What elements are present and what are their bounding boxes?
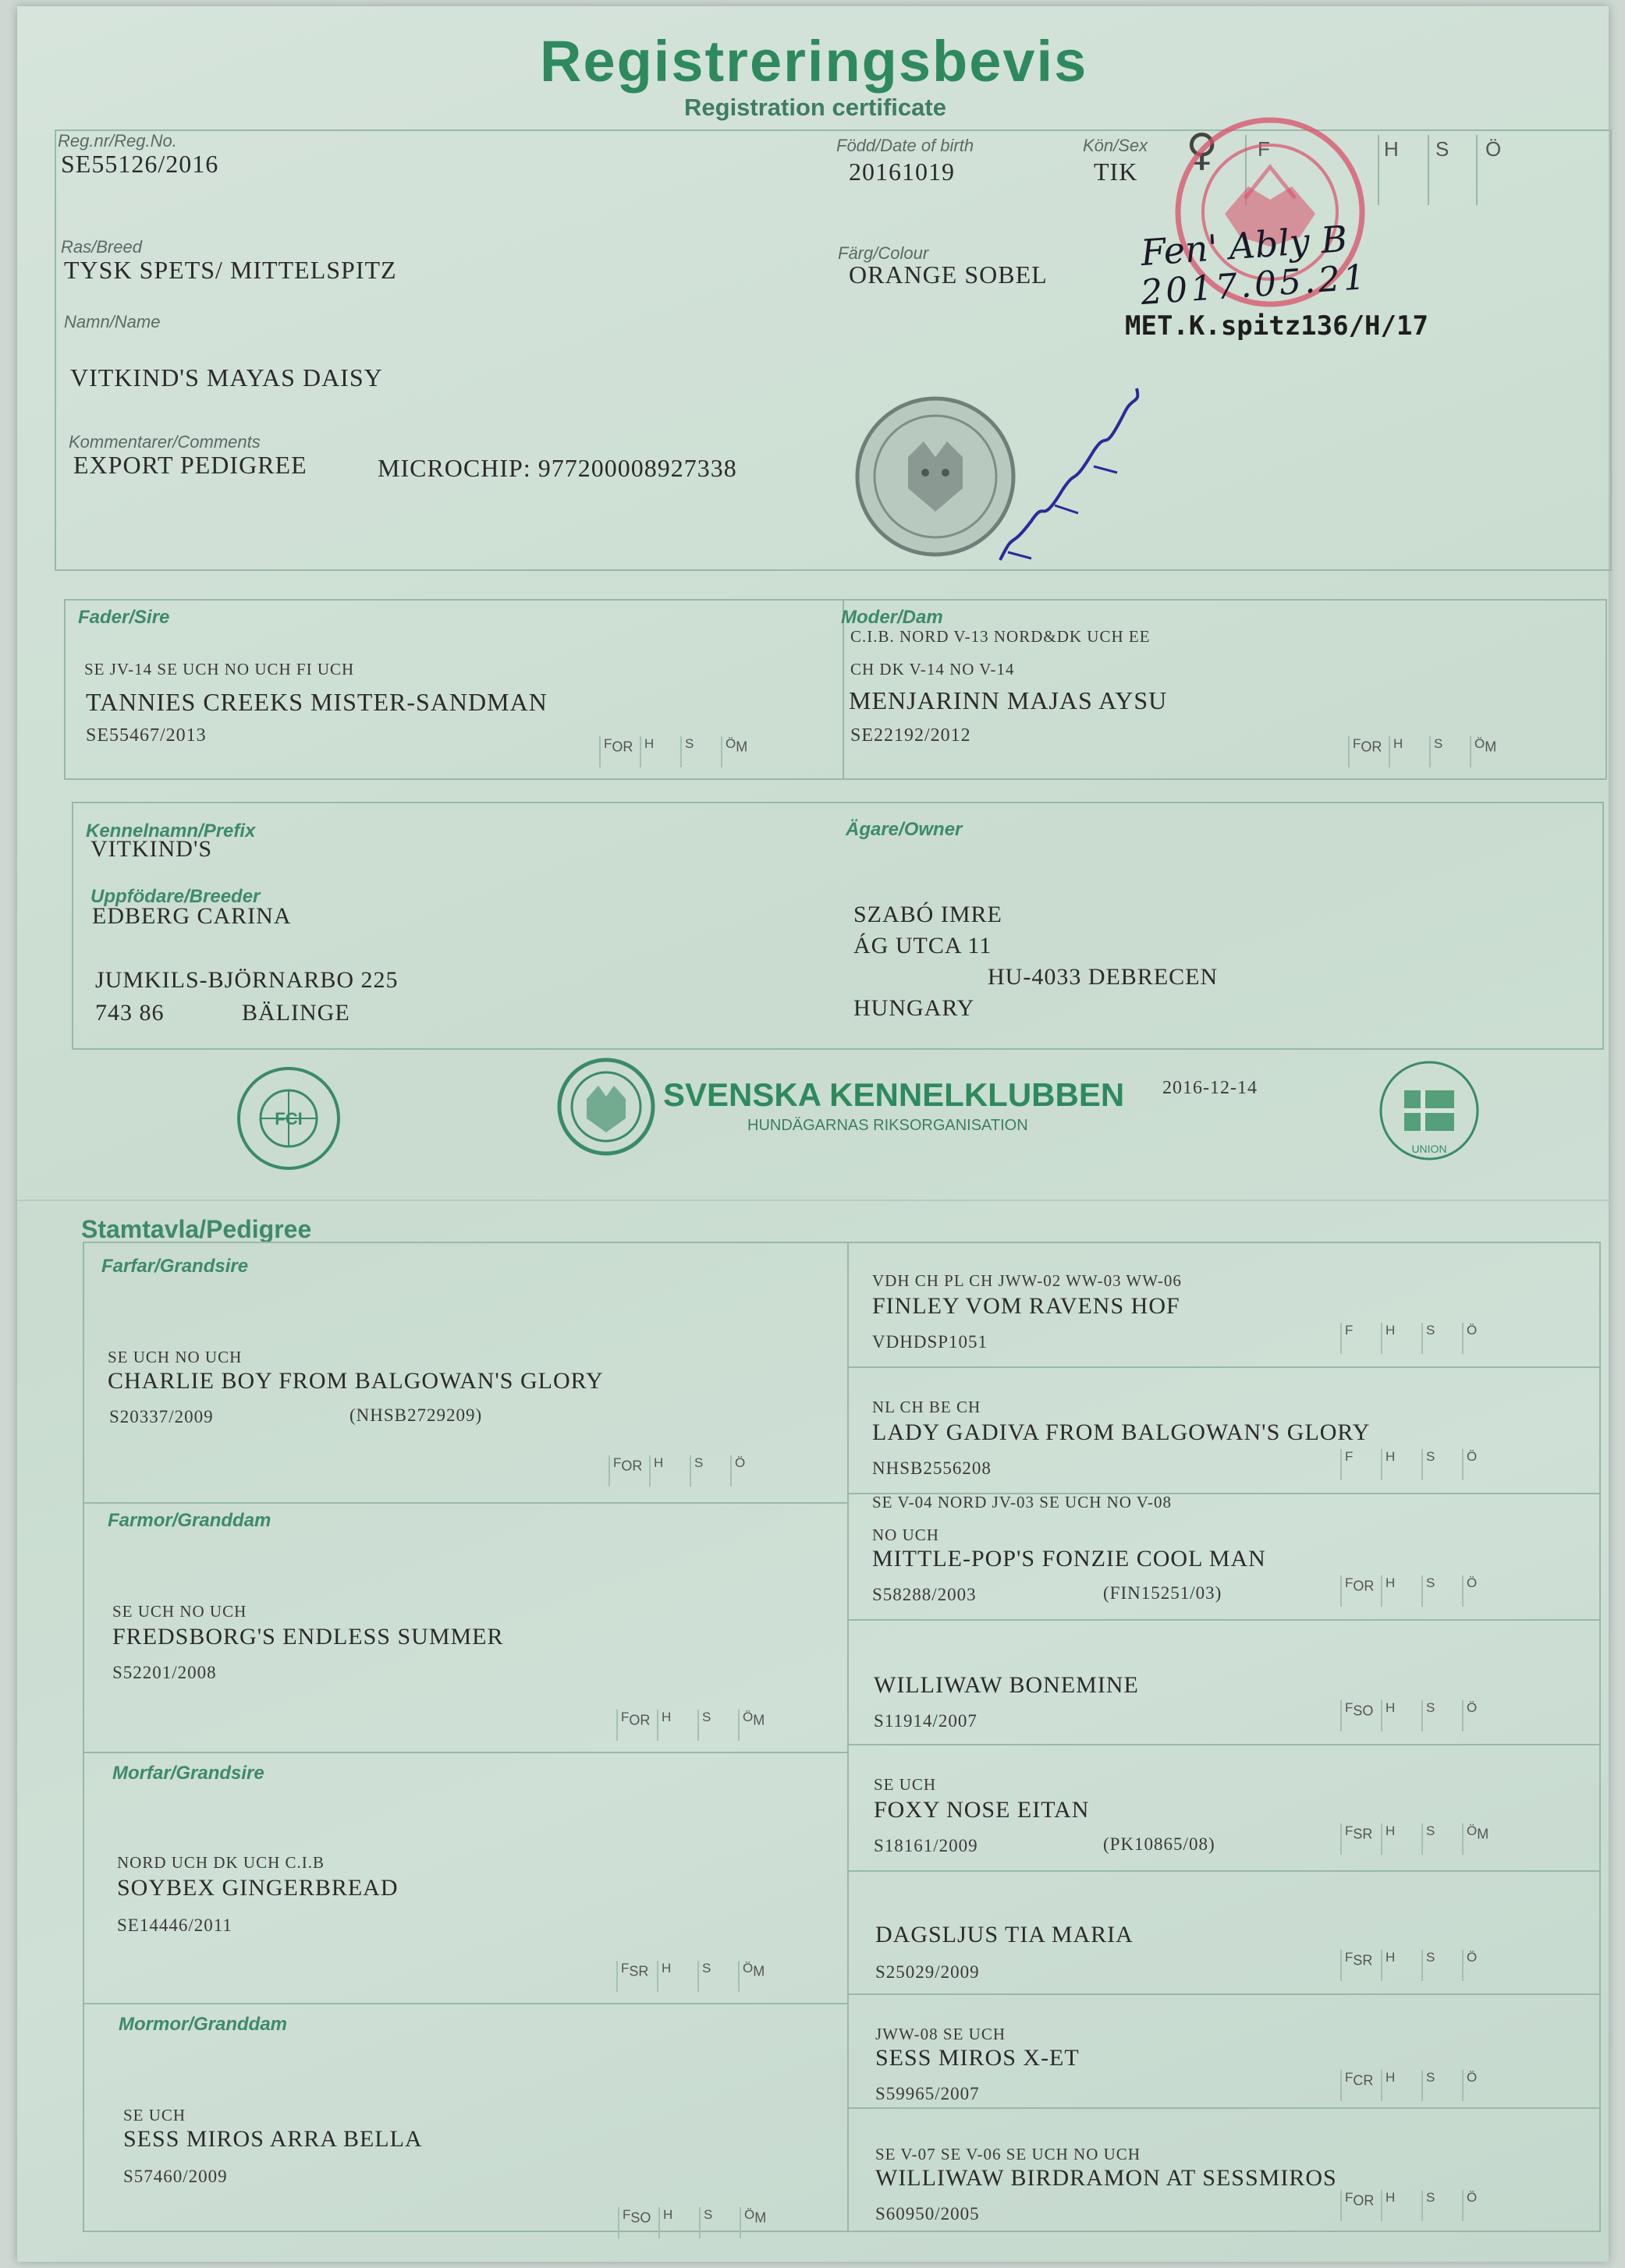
reg-label: Reg.nr/Reg.No. [58, 131, 177, 151]
gg-health-grid: $F_{SR}$ H S $Ö_M$ [1340, 1823, 1503, 1855]
granddam-reg: S52201/2008 [112, 1663, 217, 1682]
grandsire-health-grid: $F_{OR}$ H S Ö [608, 1455, 771, 1487]
dam-titles-2: CH DK V-14 NO V-14 [850, 660, 1015, 679]
sire-titles: SE JV-14 SE UCH NO UCH FI UCH [84, 660, 355, 679]
microchip-value: MICROCHIP: 977200008927338 [378, 454, 737, 482]
grandsire-reg2: (NHSB2729209) [349, 1405, 483, 1425]
gg-titles-2: NO UCH [872, 1526, 939, 1544]
document-title: Registreringsbevis [540, 29, 1088, 94]
issue-date: 2016-12-14 [1162, 1078, 1258, 1098]
breeder-city: BÄLINGE [242, 1000, 350, 1026]
colour-label: Färg/Colour [838, 243, 929, 263]
granddam-titles: SE UCH NO UCH [112, 1602, 247, 1621]
hs-top-s: S [1435, 137, 1449, 161]
comments-label: Kommentarer/Comments [69, 432, 261, 452]
breed-value: TYSK SPETS/ MITTELSPITZ [64, 256, 397, 284]
gg-name: MITTLE-POP'S FONZIE COOL MAN [872, 1546, 1266, 1572]
maternal-grandsire-reg: SE14446/2011 [117, 1915, 232, 1935]
kennel-value: VITKIND'S [90, 836, 213, 862]
gg-name: SESS MIROS X-ET [875, 2045, 1080, 2071]
maternal-granddam-name: SESS MIROS ARRA BELLA [123, 2126, 423, 2152]
breed-label: Ras/Breed [61, 237, 142, 257]
sire-name: TANNIES CREEKS MISTER-SANDMAN [86, 688, 548, 716]
fci-logo [234, 1064, 343, 1173]
grandsire-name: CHARLIE BOY FROM BALGOWAN'S GLORY [108, 1368, 604, 1394]
gg-titles: JWW-08 SE UCH [875, 2025, 1006, 2043]
maternal-grandsire-name: SOYBEX GINGERBREAD [117, 1875, 399, 1901]
gg-titles: SE UCH [874, 1775, 937, 1794]
owner-name: SZABÓ IMRE [853, 902, 1002, 927]
pedigree-divider [847, 1242, 849, 2232]
gg-reg: S58288/2003 [872, 1585, 977, 1604]
pedigree-row-line [847, 1870, 1601, 1872]
gg-reg: S25029/2009 [875, 1962, 980, 1982]
date-of-birth: 20161019 [849, 158, 955, 186]
club-subtitle: HUNDÄGARNAS RIKSORGANISATION [747, 1117, 1028, 1134]
gg-titles: SE V-04 NORD JV-03 SE UCH NO V-08 [872, 1493, 1173, 1511]
document-subtitle: Registration certificate [684, 94, 946, 121]
sex-label: Kön/Sex [1083, 136, 1148, 155]
pedigree-row-line [83, 2003, 847, 2004]
hs-divider [1378, 135, 1379, 205]
dam-reg: SE22192/2012 [850, 725, 971, 746]
maternal-granddam-label: Mormor/Granddam [119, 2014, 288, 2035]
gg-name: LADY GADIVA FROM BALGOWAN'S GLORY [872, 1419, 1371, 1445]
reg-number: SE55126/2016 [61, 150, 219, 178]
maternal-granddam-reg: S57460/2009 [123, 2167, 228, 2186]
gg-titles: VDH CH PL CH JWW-02 WW-03 WW-06 [872, 1271, 1182, 1290]
gg-name: WILLIWAW BONEMINE [874, 1672, 1139, 1698]
dam-health-grid: $F_{OR}$ H S $Ö_M$ [1348, 736, 1510, 767]
hs-top-h: H [1384, 137, 1399, 161]
dog-name: VITKIND'S MAYAS DAISY [70, 363, 383, 392]
grandsire-reg: S20337/2009 [109, 1407, 214, 1426]
dob-label: Född/Date of birth [836, 136, 974, 155]
breeder-address: JUMKILS-BJÖRNARBO 225 [95, 967, 399, 993]
nku-logo [1375, 1056, 1484, 1165]
owner-country: HUNGARY [853, 995, 975, 1021]
breeder-signature [985, 373, 1156, 576]
sire-label: Fader/Sire [78, 607, 170, 628]
gg-reg2: (FIN15251/03) [1103, 1583, 1222, 1603]
granddam-name: FREDSBORG'S ENDLESS SUMMER [112, 1624, 504, 1650]
gg-health-grid: $F_{SR}$ H S Ö [1340, 1950, 1503, 1981]
certificate-document [17, 6, 1609, 2262]
dam-label: Moder/Dam [841, 607, 943, 628]
hs-top-o: Ö [1485, 137, 1502, 161]
sire-health-grid: $F_{OR}$ H S $Ö_M$ [599, 736, 761, 767]
pedigree-row-line [847, 1619, 1601, 1621]
handwritten-signature-line: Fen' Ably B [1139, 217, 1349, 275]
dam-titles-1: C.I.B. NORD V-13 NORD&DK UCH EE [850, 627, 1151, 646]
granddam-health-grid: $F_{OR}$ H S $Ö_M$ [616, 1710, 779, 1741]
maternal-granddam-health-grid: $F_{SO}$ H S $Ö_M$ [618, 2207, 780, 2238]
gg-reg: S59965/2007 [875, 2084, 980, 2103]
svg-text:UNION: UNION [1411, 1143, 1447, 1155]
gg-health-grid: F H S Ö [1340, 1323, 1503, 1354]
gg-health-grid: $F_{SO}$ H S Ö [1340, 1700, 1503, 1731]
colour-value: ORANGE SOBEL [849, 260, 1048, 289]
club-name: SVENSKA KENNELKLUBBEN [663, 1076, 1125, 1113]
sire-reg: SE55467/2013 [86, 725, 207, 746]
pedigree-row-line [847, 1744, 1601, 1745]
pedigree-row-line [847, 1366, 1601, 1368]
skk-logo [555, 1056, 657, 1157]
gg-titles: SE V-07 SE V-06 SE UCH NO UCH [875, 2145, 1141, 2163]
sex-value: TIK [1094, 158, 1138, 186]
pedigree-row-line [83, 1752, 847, 1753]
fold-line [17, 1200, 1609, 1201]
gg-health-grid: $F_{OR}$ H S Ö [1340, 1575, 1503, 1607]
breeder-label: Uppfödare/Breeder [90, 886, 261, 907]
breeder-name: EDBERG CARINA [92, 903, 292, 929]
pedigree-row-line [847, 2107, 1601, 2109]
handwritten-date: 2017.05.21 [1139, 257, 1370, 314]
gg-reg: VDHDSP1051 [872, 1332, 988, 1352]
breeder-zip: 743 86 [95, 1000, 165, 1026]
svg-text:FCI: FCI [275, 1109, 303, 1129]
stamp-reference: MET.K.spitz136/H/17 [1125, 310, 1428, 342]
owner-address: ÁG UTCA 11 [853, 933, 992, 959]
gg-titles: NL CH BE CH [872, 1398, 981, 1416]
comments-value: EXPORT PEDIGREE [73, 451, 307, 479]
name-label: Namn/Name [64, 312, 161, 331]
gg-reg: S18161/2009 [874, 1836, 978, 1855]
pedigree-label: Stamtavla/Pedigree [81, 1215, 312, 1243]
owner-city: HU-4033 DEBRECEN [988, 964, 1219, 990]
maternal-grandsire-health-grid: $F_{SR}$ H S $Ö_M$ [616, 1961, 779, 1992]
female-symbol: ♀ [1186, 125, 1219, 175]
gg-name: FOXY NOSE EITAN [874, 1797, 1090, 1823]
gg-reg: S11914/2007 [874, 1711, 977, 1731]
dam-name: MENJARINN MAJAS AYSU [849, 686, 1168, 714]
maternal-grandsire-label: Morfar/Grandsire [112, 1763, 264, 1784]
hs-top-f: F [1258, 137, 1270, 161]
gg-reg2: (PK10865/08) [1103, 1834, 1215, 1854]
gg-name: FINLEY VOM RAVENS HOF [872, 1293, 1180, 1319]
kennel-label: Kennelnamn/Prefix [86, 820, 256, 842]
gg-reg: NHSB2556208 [872, 1458, 992, 1478]
pedigree-row-line [847, 1993, 1601, 1995]
gg-health-grid: $F_{CR}$ H S Ö [1340, 2070, 1503, 2101]
granddam-label: Farmor/Granddam [108, 1510, 271, 1531]
maternal-grandsire-titles: NORD UCH DK UCH C.I.B [117, 1853, 325, 1872]
grandsire-label: Farfar/Grandsire [101, 1256, 249, 1277]
hs-divider [1428, 135, 1429, 205]
grandsire-titles: SE UCH NO UCH [108, 1348, 243, 1366]
gg-health-grid: $F_{OR}$ H S Ö [1340, 2190, 1503, 2221]
gg-reg: S60950/2005 [875, 2204, 980, 2224]
gg-name: WILLIWAW BIRDRAMON AT SESSMIROS [875, 2165, 1337, 2191]
pedigree-row-line [83, 1502, 847, 1504]
maternal-granddam-titles: SE UCH [123, 2106, 186, 2124]
owner-label: Ägare/Owner [846, 819, 963, 840]
gg-name: DAGSLJUS TIA MARIA [875, 1922, 1134, 1947]
hs-divider [1476, 135, 1478, 205]
gg-health-grid: F H S Ö [1340, 1449, 1503, 1480]
